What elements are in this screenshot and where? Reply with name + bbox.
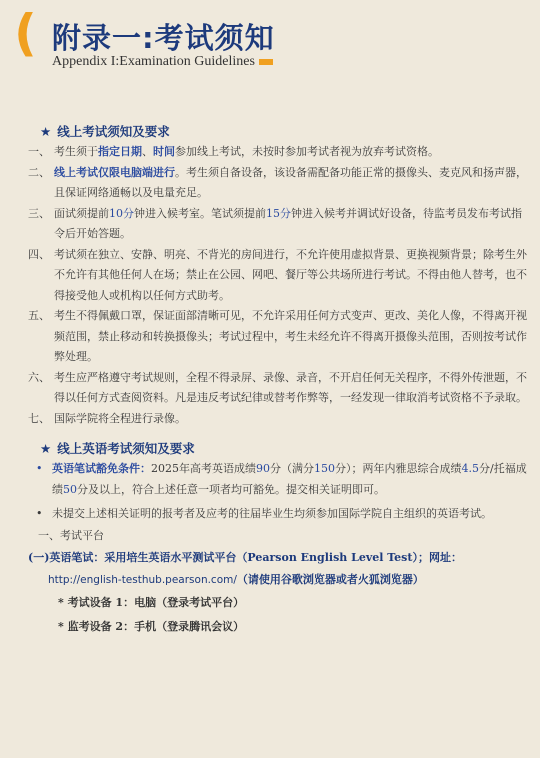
bracket-decoration: ( — [14, 4, 37, 62]
star-icon: ★ — [40, 124, 52, 139]
rule-item-5 — [28, 306, 528, 368]
item-number: 四、 — [28, 247, 50, 261]
exemption-bullet — [28, 459, 528, 500]
rule-item-2 — [28, 163, 528, 204]
section-english-exam-title — [40, 439, 528, 459]
item-text: 面试须提前 — [54, 206, 109, 220]
section-title-text: 线上考试须知及要求 — [57, 124, 170, 139]
platform-url-link[interactable]: http://english-testhub.pearson.com/ — [48, 573, 237, 586]
rule-item-3 — [28, 204, 528, 245]
item-text: 钟进入候考并调试好设备，待监考员发布考试指令后开始答题。 — [54, 206, 522, 240]
accent-bar — [259, 59, 273, 65]
device-item-1: * 考试设备 1：电脑（登录考试平台） — [58, 595, 245, 609]
bullet-icon: • — [36, 462, 43, 475]
item-number: 五、 — [28, 309, 50, 322]
highlight-text: 指定日期 — [98, 145, 142, 158]
item-text: 参加线上考试，未按时参加考试者视为放弃考试资格。 — [175, 145, 439, 158]
item-text: 2025年高考英语成绩 — [151, 462, 256, 475]
highlight-text: 线上考试仅限电脑端进行 — [54, 165, 175, 179]
no-proof-bullet — [28, 504, 528, 525]
rule-item-6 — [28, 368, 528, 409]
item-number: 一、 — [28, 145, 50, 158]
item-text: 未提交上述相关证明的报考者及应考的往届毕业生均须参加国际学院自主组织的英语考试。 — [52, 507, 492, 520]
highlight-text: 时间 — [153, 145, 175, 158]
section-title-text: 线上英语考试须知及要求 — [57, 441, 195, 456]
item-text: 分及以上，符合上述任意一项者均可豁免。提交相关证明即可。 — [77, 482, 385, 496]
device-item-2: * 监考设备 2：手机（登录腾讯会议） — [58, 619, 245, 633]
platform-text: (一)英语笔试：采用培生英语水平测试平台（Pearson English Level Test）；网址： — [28, 550, 462, 564]
item-number: 六、 — [28, 370, 50, 384]
rule-item-4 — [28, 245, 528, 307]
item-text: 分/托福成绩 — [52, 462, 527, 496]
item-number: 二、 — [28, 165, 50, 179]
exemption-label: 英语笔试豁免条件： — [52, 462, 151, 475]
item-text: 考生应严格遵守考试规则，全程不得录屏、录像、录音，不开启任何无关程序，不得外传泄题，不得以任何方式查阅资料。凡是违反考试纪律或替考作弊等，一经发现一律取消考试资格不予录取。 — [54, 370, 527, 404]
item-number: 七、 — [28, 411, 50, 425]
rule-item-1 — [28, 142, 528, 163]
item-text: 。考生须自备设备，该设备需配备功能正常的摄像头、麦克风和扬声器，且保证网络通畅以及电量充足。 — [54, 165, 527, 199]
item-text: 分）；两年内雅思综合成绩 — [335, 462, 462, 475]
item-text: 钟进入候考室。笔试须提前 — [134, 206, 266, 220]
platform-info — [28, 547, 528, 591]
item-text: 考生须于 — [54, 145, 98, 158]
browser-note: （请使用谷歌浏览器或者火狐浏览器） — [236, 572, 424, 586]
star-icon: ★ — [40, 441, 52, 456]
item-text: 考试须在独立、安静、明亮、不背光的房间进行，不允许使用虚拟背景、更换视频背景；除考生外不允许有其他任何人在场；禁止在公园、网吧、餐厅等公共场所进行考试。不得由他人替考，也不得接受他人或机构以任何方式助考。 — [54, 247, 527, 302]
bullet-icon: • — [36, 507, 43, 520]
item-text: 考生不得佩戴口罩，保证面部清晰可见，不允许采用任何方式变声、更改、美化人像，不得离开视频范围，禁止移动和转换摄像头；考试过程中，考生未经允许不得离开摄像头范围，否则按考试作弊处理。 — [54, 309, 527, 363]
page-subtitle: Appendix I:Examination Guidelines — [52, 54, 255, 69]
highlight-number: 15分 — [266, 206, 291, 220]
highlight-number: 10分 — [109, 206, 134, 220]
highlight-number: 50 — [63, 482, 77, 496]
highlight-number: 4.5 — [461, 462, 479, 475]
rule-item-7 — [28, 409, 528, 430]
item-text: 、 — [142, 145, 153, 158]
page-header — [14, 4, 414, 72]
item-number: 三、 — [28, 206, 50, 220]
exam-platform-heading: 一、考试平台 — [38, 528, 104, 542]
highlight-number: 150 — [314, 462, 335, 475]
item-text: 分（满分 — [270, 462, 314, 475]
section-online-exam-title — [40, 122, 528, 142]
item-text: 国际学院将全程进行录像。 — [54, 411, 186, 425]
content — [28, 122, 528, 639]
highlight-number: 90 — [256, 462, 270, 475]
subtitle-row — [52, 54, 273, 70]
page-title: 附录一:考试须知 — [52, 21, 275, 55]
